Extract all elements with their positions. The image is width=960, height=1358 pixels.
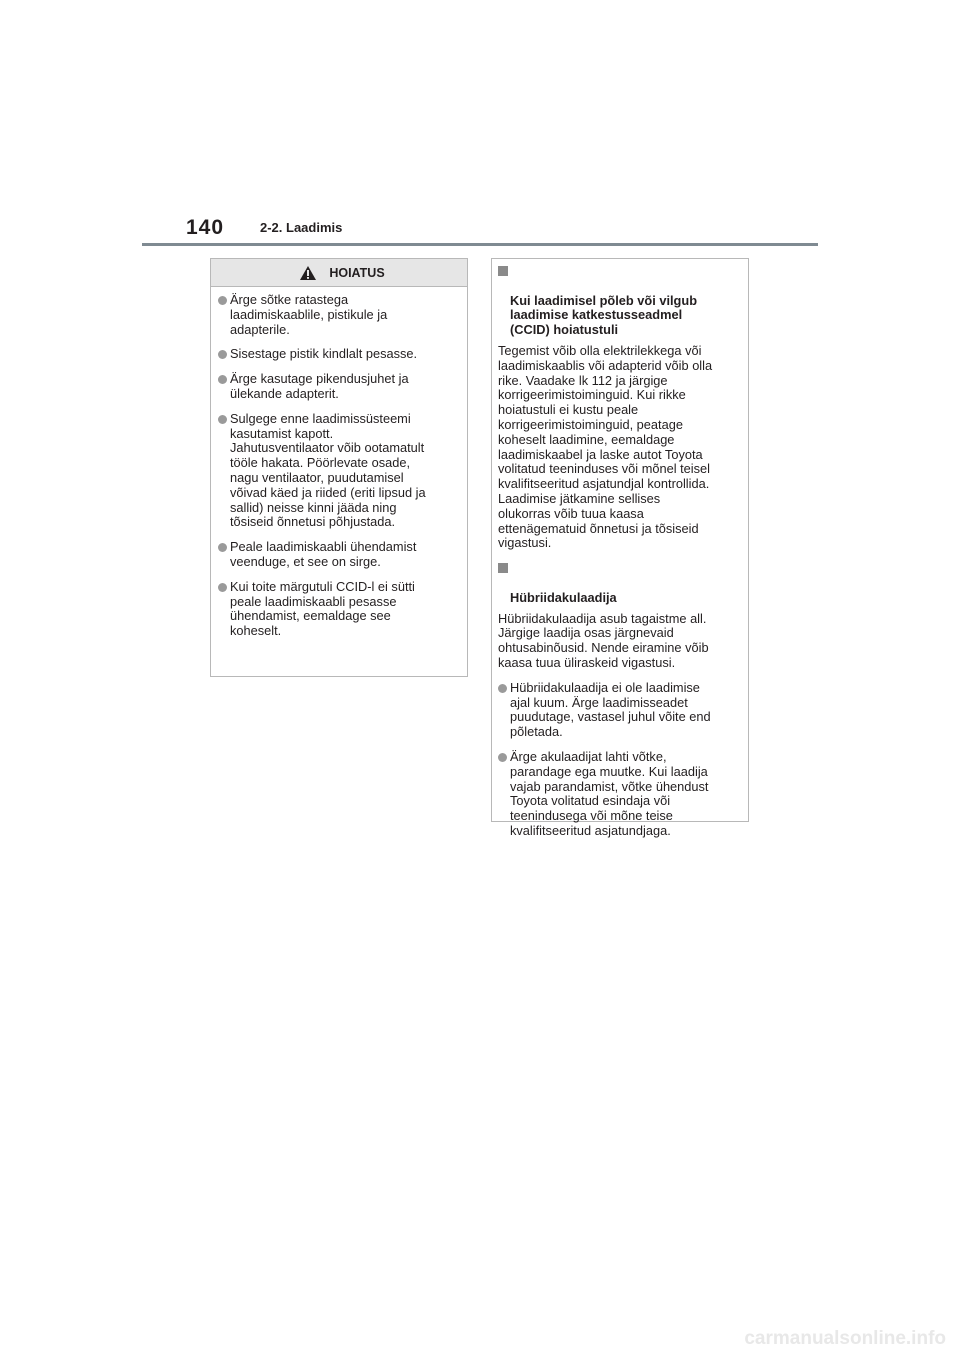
- warning-item-text: Kui toite märgutuli CCID-l ei sütti peale laadimiskaabli pesasse ühendamist, eemaldage see koheselt.: [230, 578, 415, 639]
- warning-title: HOIATUS: [329, 265, 385, 280]
- hybrid-charger-item-text: Ärge akulaadijat lahti võtke, parandage ega muutke. Kui laadija vajab parandamist, võtke ühendust Toyota volitatud esindaja või teenindusega või mõne teise kvalifitseeritud asjatundjaga.: [510, 748, 709, 838]
- right-info-box: [491, 258, 749, 838]
- ccid-warning-heading: [498, 264, 740, 338]
- warning-list: [211, 287, 467, 639]
- warning-header: [211, 259, 467, 287]
- bullet-dot-icon: [218, 350, 227, 359]
- warning-item-text: Ärge kasutage pikendusjuhet ja ülekande adapterit.: [230, 371, 409, 401]
- hybrid-charger-item-text: Hübriidakulaadija ei ole laadimise ajal kuum. Ärge laadimisseadet puudutage, vastasel juhul võite end põletada.: [510, 679, 711, 740]
- square-bullet-icon: [498, 563, 508, 573]
- bullet-dot-icon: [498, 684, 507, 693]
- hybrid-charger-item: [498, 681, 740, 740]
- ccid-warning-body: Tegemist võib olla elektrilekkega või laadimiskaablis või adapterid võib olla rike. Vaadake lk 112 ja järgige korrigeerimistoiminguid. Kui rikke hoiatustuli ei kustu peale korrigeerimistoiminguid, peatage koheselt laadimine, eemaldage laadimiskaabel ja laske autot Toyota volitatud teeninduses või mõnel teisel kvalifitseeritud asjatundjal kontrollida. Laadimise jätkamine sellises olukorras võib tuua kaasa ettenägematuid õnnetusi ja tõsiseid vigastusi.: [498, 342, 713, 551]
- warning-box: [210, 258, 468, 677]
- warning-item: [218, 347, 457, 362]
- bullet-dot-icon: [218, 543, 227, 552]
- bullet-dot-icon: [218, 583, 227, 592]
- warning-item-text: Peale laadimiskaabli ühendamist veenduge, et see on sirge.: [230, 539, 417, 569]
- warning-item-text: Sisestage pistik kindlalt pesasse.: [230, 346, 418, 362]
- warning-triangle-icon: [299, 265, 317, 281]
- bullet-dot-icon: [218, 296, 227, 305]
- bullet-dot-icon: [498, 753, 507, 762]
- hybrid-charger-body: Hübriidakulaadija asub tagaistme all. Järgige laadija osas järgnevaid ohtusabinõusid. Nende eiramine võib kaasa tuua üliraskeid vigastusi.: [498, 610, 709, 670]
- hybrid-charger-item: [498, 750, 740, 839]
- warning-item: [218, 412, 457, 530]
- watermark: carmanualsonline.info: [744, 1328, 946, 1349]
- warning-item: [218, 293, 457, 337]
- bullet-dot-icon: [218, 415, 227, 424]
- warning-item: [218, 580, 457, 639]
- warning-item-text: Ärge sõtke ratastega laadimiskaablile, pistikule ja adapterile.: [230, 292, 388, 337]
- warning-item: [218, 540, 457, 570]
- section-title: 2-2. Laadimis: [260, 220, 343, 235]
- hybrid-charger-heading-text: Hübriidakulaadija: [510, 589, 617, 605]
- warning-item-text: Sulgege enne laadimissüsteemi kasutamist kapott. Jahutusventilaator võib ootamatult tööle hakata. Pöörlevate osade, nagu ventilaator, puudutamisel võivad käed ja riided (eriti lipsud ja sallid) neisse kinni jääda ning tõsiseid õnnetusi põhjustada.: [230, 410, 426, 530]
- square-bullet-icon: [498, 266, 508, 276]
- hybrid-charger-heading: [498, 561, 740, 605]
- bullet-dot-icon: [218, 375, 227, 384]
- warning-item: [218, 372, 457, 402]
- page-number: 140: [186, 216, 225, 239]
- ccid-warning-heading-text: Kui laadimisel põleb või vilgub laadimise katkestusseadmel (CCID) hoiatustuli: [510, 292, 698, 338]
- header-rule: [142, 243, 818, 246]
